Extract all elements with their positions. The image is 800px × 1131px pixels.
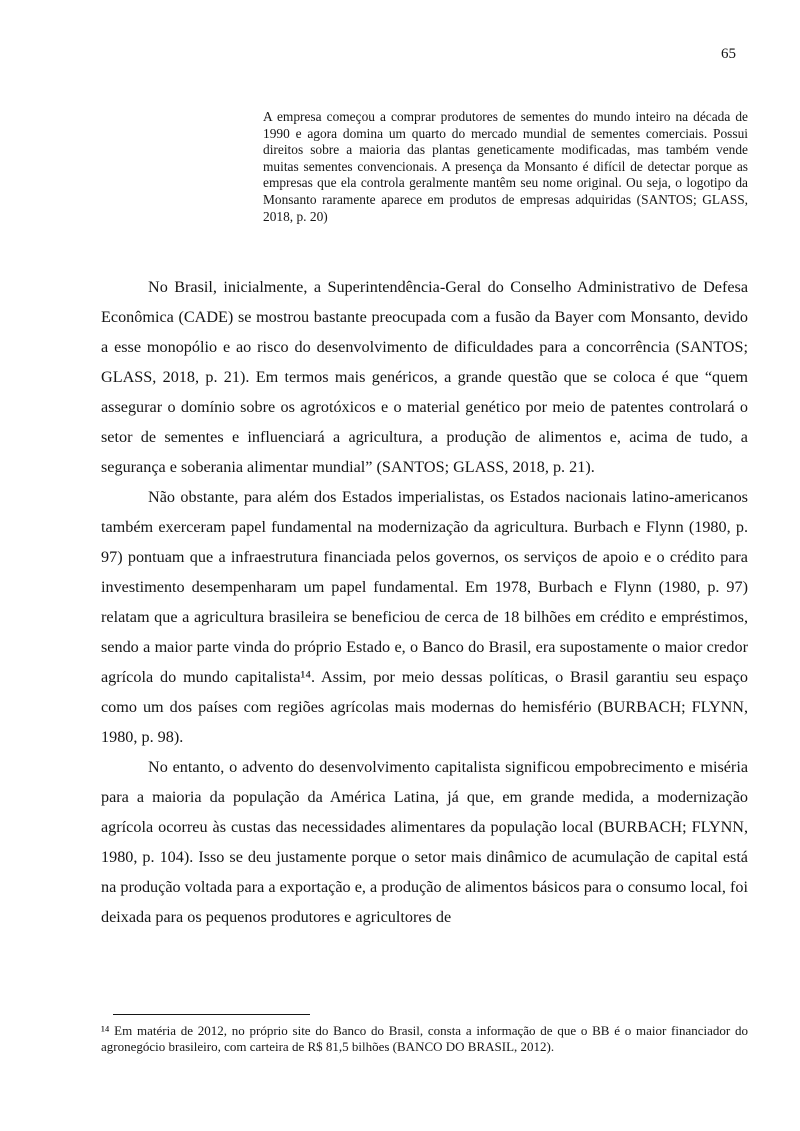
block-quotation: A empresa começou a comprar produtores de sementes do mundo inteiro na década de 1990 e agora domina um quarto do mercado mundial de sementes comerciais. Possui direitos sobre a maioria das plantas geneticamente modificadas, mas também vende muitas sementes convencionais. A presença da Monsanto é difícil de detectar porque as empresas que ela controla geralmente mantêm seu nome original. Ou seja, o logotipo da Monsanto raramente aparece em produtos de empresas adquiridas (SANTOS; GLASS, 2018, p. 20): [263, 109, 748, 224]
paragraph: Não obstante, para além dos Estados imperialistas, os Estados nacionais latino-americanos também exerceram papel fundamental na modernização da agricultura. Burbach e Flynn (1980, p. 97) pontuam que a infraestrutura financiada pelos governos, os serviços de apoio e o crédito para investimento desempenharam um papel fundamental. Em 1978, Burbach e Flynn (1980, p. 97) relatam que a agricultura brasileira se beneficiou de cerca de 18 bilhões em crédito e empréstimos, sendo a maior parte vinda do próprio Estado e, o Banco do Brasil, era supostamente o maior credor agrícola do mundo capitalista¹⁴. Assim, por meio dessas políticas, o Brasil garantiu seu espaço como um dos países com regiões agrícolas mais modernas do hemisfério (BURBACH; FLYNN, 1980, p. 98).: [101, 488, 748, 746]
page-number: 65: [721, 46, 736, 62]
body-text: [101, 272, 748, 932]
footnote-text: ¹⁴ Em matéria de 2012, no próprio site do Banco do Brasil, consta a informação de que o BB é o maior financiador do agronegócio brasileiro, com carteira de R$ 81,5 bilhões (BANCO DO BRASIL, 2012).: [101, 1023, 748, 1054]
footnote-separator-rule: [113, 1014, 310, 1015]
paragraph: No entanto, o advento do desenvolvimento capitalista significou empobrecimento e miséria para a maioria da população da América Latina, já que, em grande medida, a modernização agrícola ocorreu às custas das necessidades alimentares da população local (BURBACH; FLYNN, 1980, p. 104). Isso se deu justamente porque o setor mais dinâmico de acumulação de capital está na produção voltada para a exportação e, a produção de alimentos básicos para o consumo local, foi deixada para os pequenos produtores e agricultores de: [101, 758, 748, 926]
paragraph: No Brasil, inicialmente, a Superintendência-Geral do Conselho Administrativo de Defesa Econômica (CADE) se mostrou bastante preocupada com a fusão da Bayer com Monsanto, devido a esse monopólio e ao risco do desenvolvimento de dificuldades para a concorrência (SANTOS; GLASS, 2018, p. 21). Em termos mais genéricos, a grande questão que se coloca é que “quem assegurar o domínio sobre os agrotóxicos e o material genético por meio de patentes controlará o setor de sementes e influenciará a agricultura, a produção de alimentos e, acima de tudo, a segurança e soberania alimentar mundial” (SANTOS; GLASS, 2018, p. 21).: [101, 278, 748, 476]
footnote-area: [101, 1014, 748, 1055]
